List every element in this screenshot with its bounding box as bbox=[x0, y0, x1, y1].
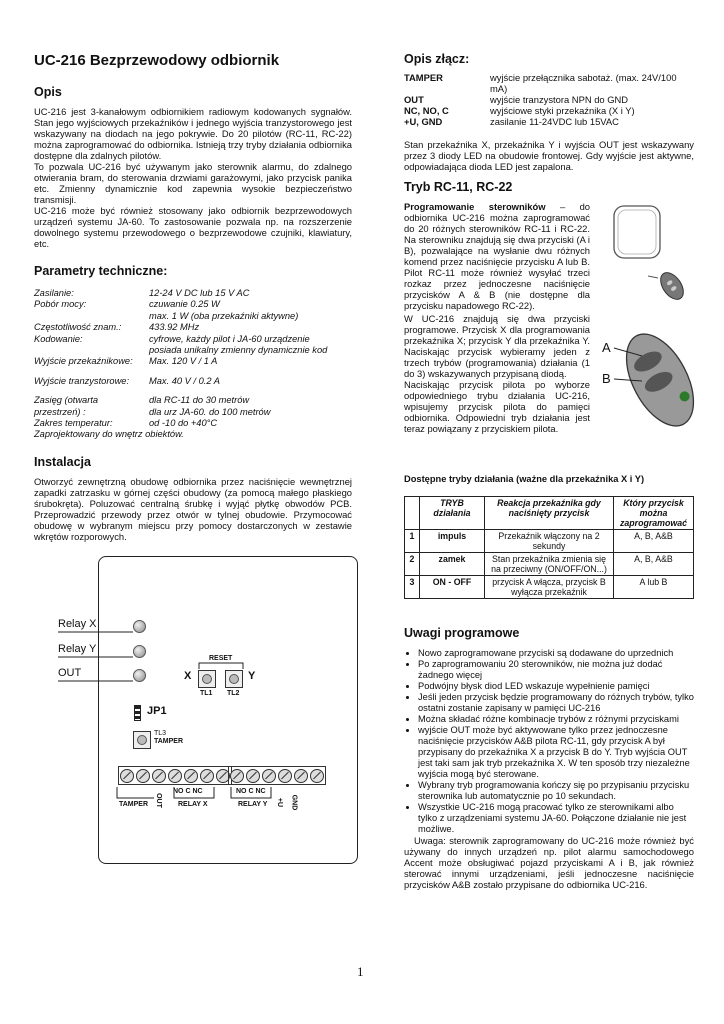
tryb-heading: Tryb RC-11, RC-22 bbox=[404, 180, 513, 194]
uwagi-section bbox=[404, 648, 694, 890]
list-item: • Nowo zaprogramowane przyciski są dodawane do uprzednich bbox=[418, 648, 694, 659]
led-status-paragraph: Stan przekaźnika X, przekaźnika Y i wyjścia OUT jest wskazywany przez 3 diody LED na obudowie frontowej. Gdy wyjście jest aktywne, odpowiadająca dioda LED jest zapalona. bbox=[404, 139, 694, 172]
tl2-label: TL2 bbox=[227, 690, 240, 697]
uwagi-footer: Uwaga: sterownik zaprogramowany do UC-216 może również być używany do innych urządzeń np. pilot alarmu samochodowego Accent może obsługiwać pojazd przyciskami A i B, jak również sterować innymi urządzeniami, jeśli jednoczesne naciśnięcie przycisków A&B zostało przypisane do odbiornika UC-216. bbox=[404, 835, 694, 890]
terminal-block-left bbox=[118, 766, 232, 785]
gnd-label: GND bbox=[290, 794, 298, 811]
reset-bracket bbox=[197, 660, 245, 670]
programming-bold: Programowanie sterowników bbox=[404, 201, 546, 212]
params-footer: Zaprojektowany do wnętrz obiektów. bbox=[34, 429, 184, 440]
table-row: 3 ON - OFF przycisk A włącza, przycisk B wyłącza przekaźnik A lub B bbox=[405, 576, 694, 599]
notes-list bbox=[404, 648, 694, 835]
tamper-terminal-label: TAMPER bbox=[119, 801, 149, 808]
tl3-label: TL3 bbox=[154, 730, 167, 737]
reset-label: RESET bbox=[209, 655, 233, 662]
terminal-block-right bbox=[228, 766, 326, 785]
relay-x-led bbox=[133, 620, 146, 633]
relay-x-block-label: RELAY X bbox=[178, 801, 208, 808]
page-title: UC-216 Bezprzewodowy odbiornik bbox=[34, 52, 280, 69]
remote-b-label: B bbox=[602, 371, 611, 386]
modes-table: TRYB działania Reakcja przekaźnika gdy naciśnięty przycisk Który przycisk można zaprogramować 1 impuls Przekaźnik włączony na 2 sekundy A, B, A&B 2 zamek Stan przekaźnika zmienia się na przeciwny (ON/OFF/ON...) A, B, A&B 3 ON - OFF przycisk A włącza, przycisk B wyłącza przekaźnik A lub B bbox=[404, 496, 694, 599]
tryb-paragraph-1: – do odbiornika UC-216 można zaprogramować do 20 różnych sterowników RC-11 i RC-22. Na sterowniku znajdują się dwa przyciski (A i B), pozwalające na wysłanie dwu różnych komend przez naciśnięcie przycisku A lub B. Pilot RC-11 może również wysyłać trzeci rozkaz przez jednoczesne naciśnięcie przycisków A & B (nie dostępne dla przycisku napadowego RC-22). bbox=[404, 201, 591, 311]
relay-x-label: Relay X bbox=[58, 618, 97, 630]
program-y-button[interactable] bbox=[225, 670, 243, 688]
opis-paragraph-3: UC-216 może być również stosowany jako odbiornik bezprzewodowych urządzeń systemu JA-60. To zastosowanie pozwala np. na rozszerzenie dowolnego systemu przewodowego o bezprzewodowe czujniki, klawiatury, etc. bbox=[34, 205, 352, 249]
instalacja-text: Otworzyć zewnętrzną obudowę odbiornika przez naciśnięcie wewnętrznej zapadki zatrzasku w górnej części obudowy (za pomocą małego płaskiego śrubokręta). Poluzować centralną śrubkę i wyjąć płytkę obwodów PCB. Przeprowadzić przewody przez otwór w tylnej obudowie. Przymocować obudowę w wybranym miejscu przy pomocy dostarczonych w zestawie wkrętów rozporowych. bbox=[34, 476, 352, 542]
x-button-label: X bbox=[184, 670, 192, 682]
uwagi-heading: Uwagi programowe bbox=[404, 626, 520, 640]
opis-zlacz-heading: Opis złącz: bbox=[404, 52, 470, 66]
table-caption: Dostępne tryby działania (ważne dla przekaźnika X i Y) bbox=[404, 474, 645, 484]
table-row: 2 zamek Stan przekaźnika zmienia się na przeciwny (ON/OFF/ON...) A, B, A&B bbox=[405, 553, 694, 576]
relay-y-led bbox=[133, 645, 146, 658]
tamper-switch[interactable] bbox=[133, 731, 151, 749]
opis-paragraph-2: To pozwala UC-216 być używanym jako sterownik alarmu, do zdalnego otwierania bram, do sterowania drzwiami garażowymi, jako przycisk panika etc. Zmienny dynamicznie kod zapewnia wysokie bezpieczeństwo transmisji. bbox=[34, 161, 352, 205]
list-item: • Podwójny błysk diod LED wskazuje wypełnienie pamięci bbox=[418, 681, 694, 692]
params-list: Zasilanie: 12-24 V DC lub 15 V AC Pobór mocy: czuwanie 0.25 W max. 1 W (oba przekaźniki aktywne) Częstotliwość znam.: 433.92 MHz Kodowanie: cyfrowe, każdy pilot i JA-60 urządzenie posiada unikalny zmienny dynamicznie kod Wyjście przekaźnikowe: Max. 120 V / 1 A Wyjście tranzystorowe: Max. 40 V / 0.2 A Zasięg (otwarta dla RC-11 do 30 metrów przestrzeń) : dla urz JA-60. do 100 metrów Zakres temperatur: od -10 do +40°C Zaprojektowany do wnętrz obiektów. bbox=[34, 288, 328, 440]
y-button-label: Y bbox=[248, 670, 256, 682]
relay-x-terminals: NO C NC bbox=[173, 788, 203, 795]
plus-u-label: +U bbox=[276, 797, 284, 808]
tryb-text bbox=[404, 201, 590, 434]
tryb-paragraph-2: W UC-216 znajdują się dwa przyciski programowe. Przycisk X dla programowania przekaźnika X; przycisk Y dla przekaźnika Y. Naciskając przycisk wybieramy jeden z trzech trybów (programowania) działania (1 do 3) wskazywanych przypisaną diodą. bbox=[404, 313, 590, 379]
tl1-label: TL1 bbox=[200, 690, 213, 697]
instalacja-heading: Instalacja bbox=[34, 455, 91, 469]
jp1-jumper[interactable] bbox=[134, 705, 141, 721]
list-item: • wyjście OUT może być aktywowane tylko przez jednoczesne naciśnięcie przycisków A&B pilota RC-11, gdy przycisk A był przypisany do przekaźnika X a przycisk B do Y. Tryb wyjścia OUT jest taki sam jak tryb przekaźnika X. W ten sposób trzy niezależne wyjścia mogą być sterowane. bbox=[418, 725, 694, 780]
remote-controls-illustration bbox=[600, 198, 696, 448]
out-led bbox=[133, 669, 146, 682]
relay-y-terminals: NO C NC bbox=[236, 788, 266, 795]
list-item: • Jeśli jeden przycisk będzie programowany do różnych trybów, tylko ostatni zostanie zapisany w pamięci UC-216 bbox=[418, 692, 694, 714]
remote-a-label: A bbox=[602, 340, 611, 355]
list-item: • Można składać różne kombinacje trybów z różnymi przyciskami bbox=[418, 714, 694, 725]
tamper-switch-label: TAMPER bbox=[154, 738, 184, 745]
table-row: 1 impuls Przekaźnik włączony na 2 sekundy A, B, A&B bbox=[405, 530, 694, 553]
params-heading: Parametry techniczne: bbox=[34, 264, 168, 278]
list-item: • Wybrany tryb programowania kończy się po przypisaniu przycisku sterownika lub automatycznie po 10 sekundach. bbox=[418, 780, 694, 802]
list-item: • Wszystkie UC-216 mogą pracować tylko ze sterownikami albo tylko z urządzeniami systemu JA-60. Połączone działanie nie jest możliwe. bbox=[418, 802, 694, 835]
out-label: OUT bbox=[58, 667, 82, 679]
relay-y-label: Relay Y bbox=[58, 643, 97, 655]
connectors-list: TAMPER wyjście przełącznika sabotaż. (max. 24V/100 mA) OUT wyjście tranzystora NPN do GND NC, NO, C wyjściowe styki przekaźnika (X i Y) +U, GND zasilanie 11-24VDC lub 15VAC bbox=[404, 72, 677, 127]
relay-y-block-label: RELAY Y bbox=[238, 801, 268, 808]
receiver-board-diagram bbox=[98, 556, 358, 864]
program-x-button[interactable] bbox=[198, 670, 216, 688]
opis-paragraph-1: UC-216 jest 3-kanałowym odbiornikiem radiowym kodowanych sygnałów. Stan jego wyjściowych przekaźników i jednego wyjścia tranzystorowego jest wskazywany na diodach na jego pokrywie. Do 20 pilotów (RC-11, RC-22) można zaprogramować do odbiornika. Istnieją trzy tryby działania odbiornika dostępne dla zdalnych pilotów. bbox=[34, 106, 352, 161]
page-number: 1 bbox=[357, 964, 364, 979]
out-terminal-label: OUT bbox=[154, 793, 162, 808]
terminal-group-brackets bbox=[114, 785, 324, 803]
tryb-paragraph-3: Naciskając przycisk pilota po wyborze odpowiedniego trybu działania UC-216, wpisujemy przycisk pilota do pamięci odbiornika. Odpowiedni tryb działania jest teraz powiązany z przyciskiem pilota. bbox=[404, 379, 590, 434]
opis-heading: Opis bbox=[34, 85, 62, 99]
jp1-label: JP1 bbox=[147, 705, 167, 717]
opis-section bbox=[34, 106, 352, 249]
list-item: • Po zaprogramowaniu 20 sterowników, nie można już dodać żadnego więcej bbox=[418, 659, 694, 681]
